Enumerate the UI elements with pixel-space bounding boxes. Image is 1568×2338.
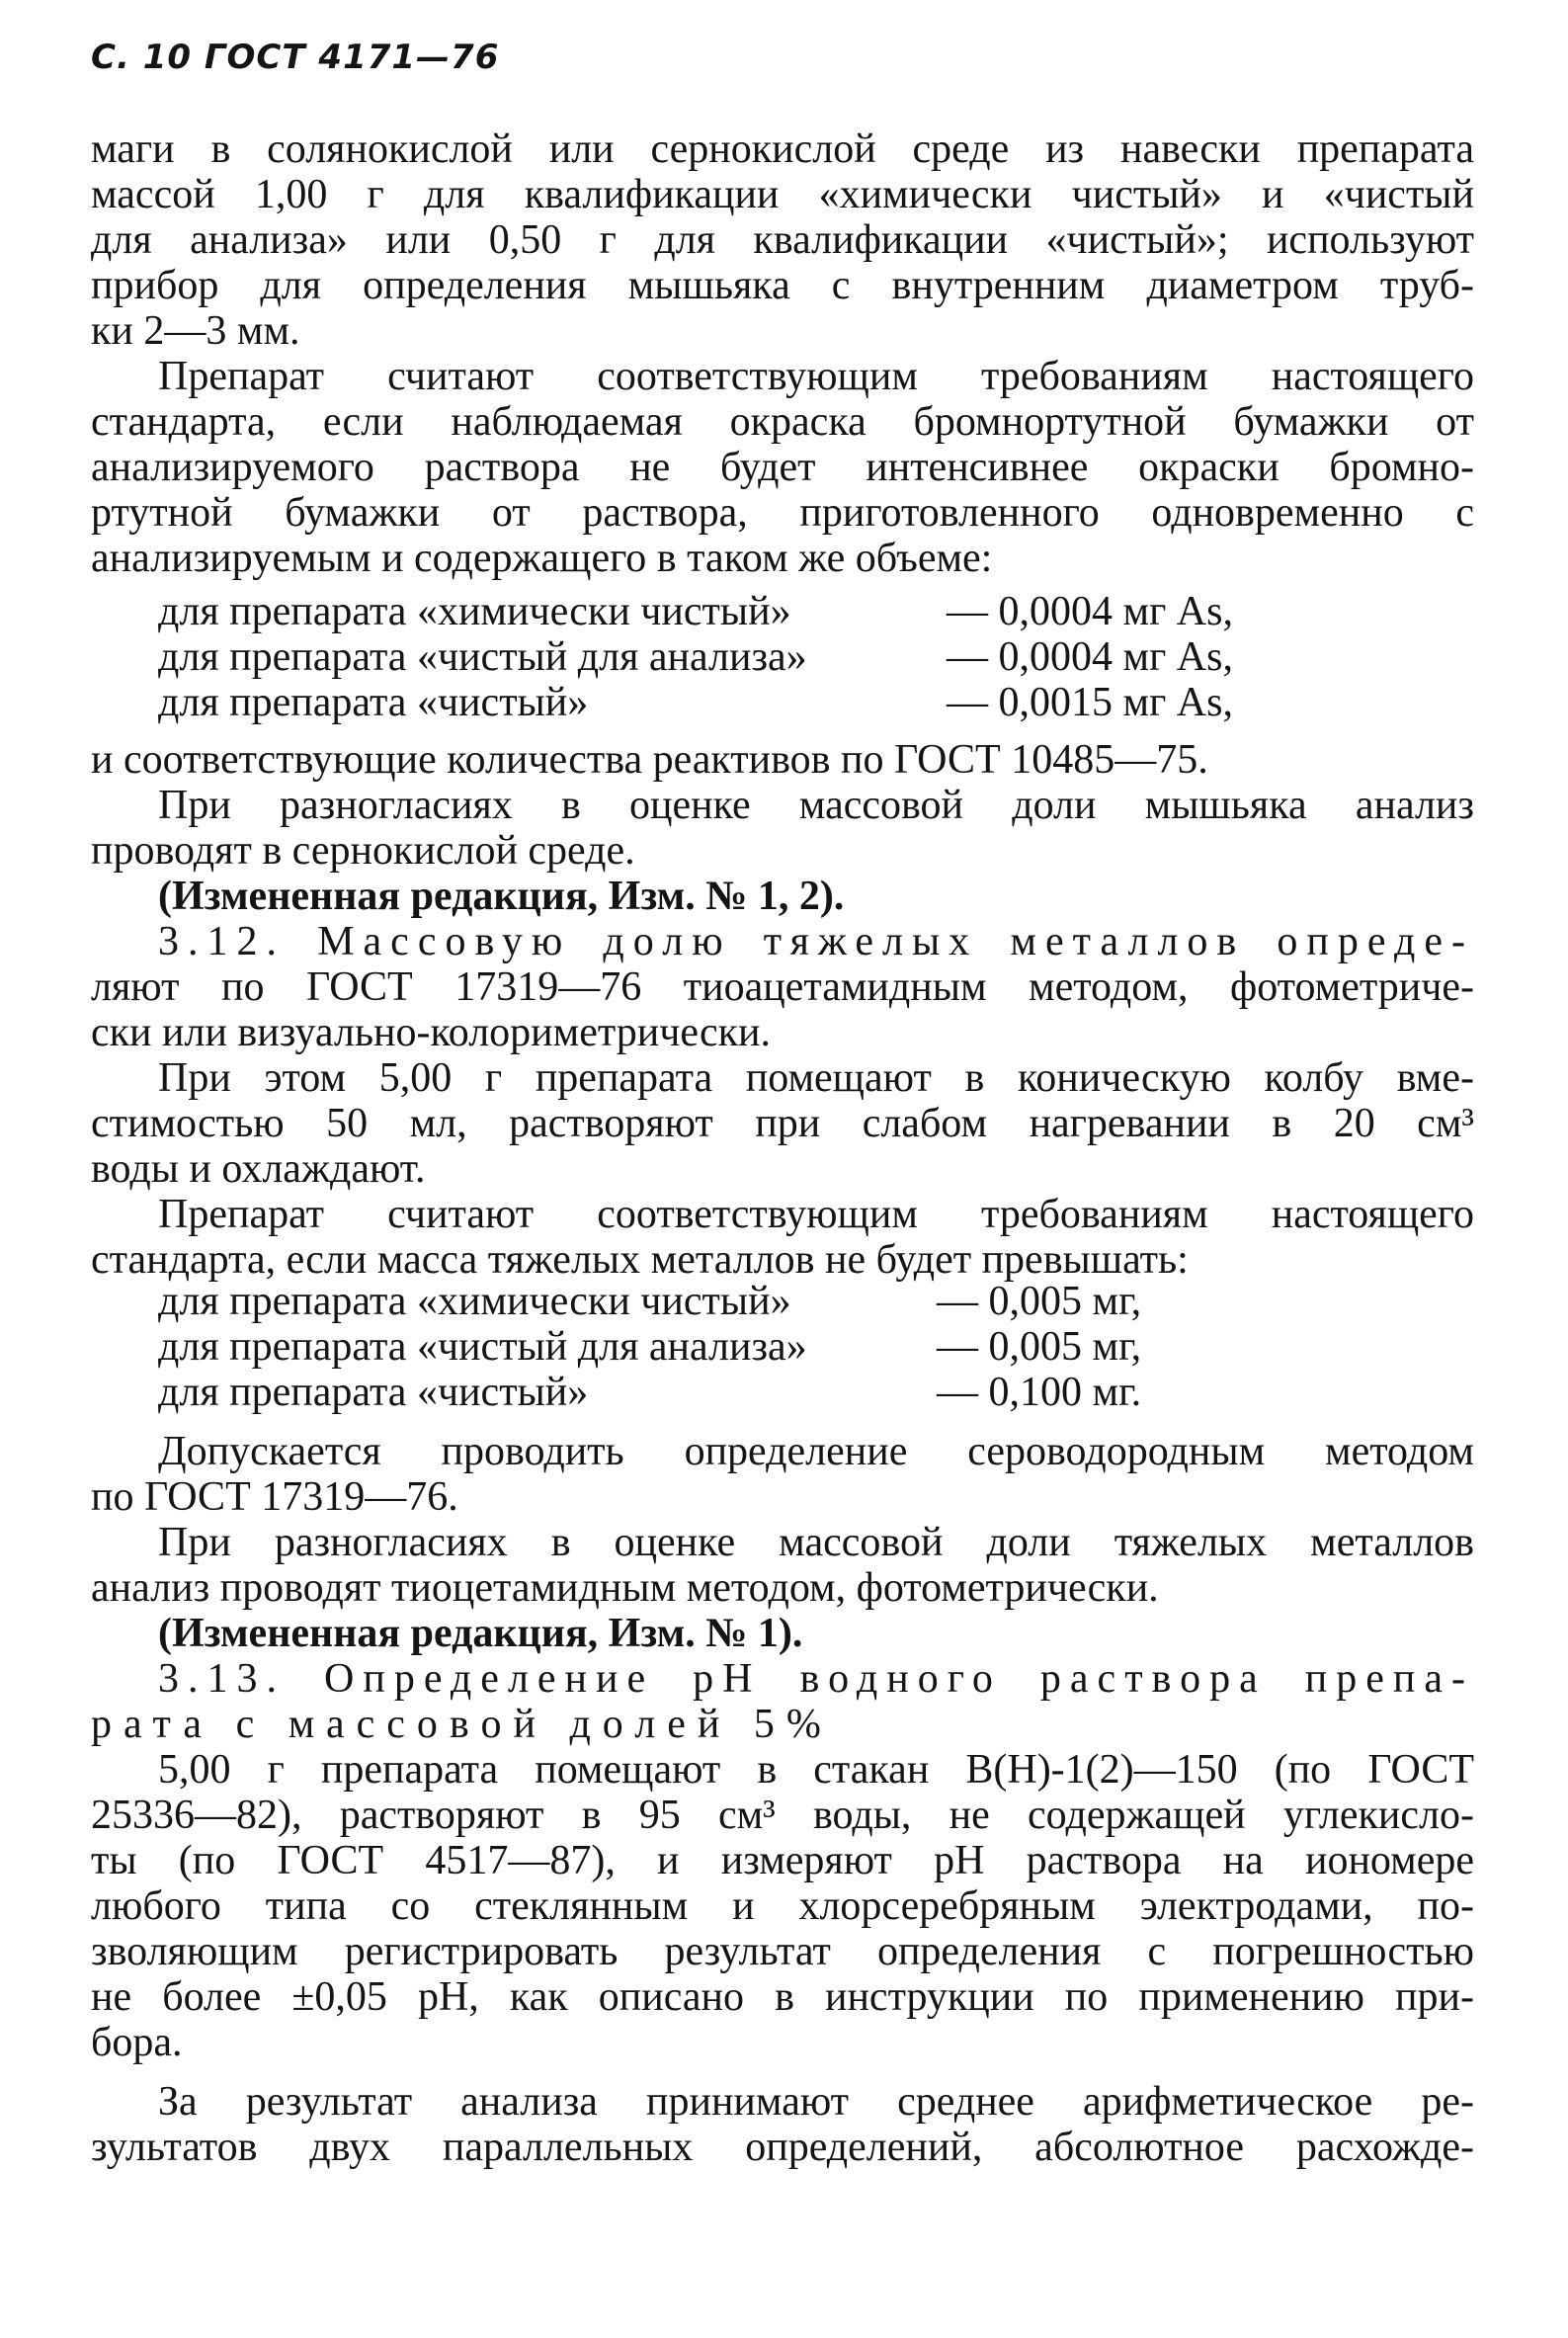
limit-value: — 0,0015 мг As, bbox=[947, 680, 1233, 725]
text-line: анализируемым и содержащего в таком же объеме: bbox=[91, 536, 993, 581]
text-line: стимостью 50 мл, растворяют при слабом нагревании в 20 см³ bbox=[91, 1101, 1474, 1146]
text-line: не более ±0,05 pH, как описано в инструкции по применению при- bbox=[91, 1974, 1474, 2020]
limit-label: для препарата «химически чистый» bbox=[158, 589, 791, 634]
text-line: При этом 5,00 г препарата помещают в коническую колбу вме- bbox=[158, 1055, 1474, 1101]
text-line: зультатов двух параллельных определений, абсолютное расхожде- bbox=[91, 2125, 1474, 2170]
text-line: стандарта, если наблюдаемая окраска бромнортутной бумажки от bbox=[91, 399, 1474, 445]
text-line: бора. bbox=[91, 2020, 183, 2065]
limit-value: — 0,005 мг, bbox=[937, 1279, 1142, 1324]
text-line: и соответствующие количества реактивов по ГОСТ 10485—75. bbox=[91, 737, 1208, 783]
limit-label: для препарата «чистый для анализа» bbox=[158, 1324, 807, 1370]
text-line: При разногласиях в оценке массовой доли мышьяка анализ bbox=[158, 783, 1474, 828]
limit-label: для препарата «химически чистый» bbox=[158, 1279, 791, 1324]
text-line: 25336—82), растворяют в 95 см³ воды, не содержащей углекисло- bbox=[91, 1793, 1474, 1838]
text-line: по ГОСТ 17319—76. bbox=[91, 1474, 458, 1520]
text-line: для анализа» или 0,50 г для квалификации «чистый»; используют bbox=[91, 217, 1474, 263]
text-line: ски или визуально-колориметрически. bbox=[91, 1010, 772, 1055]
section-heading: рата с массовой долей 5% bbox=[91, 1702, 833, 1747]
text-line: 5,00 г препарата помещают в стакан В(Н)-1(2)—150 (по ГОСТ bbox=[158, 1747, 1474, 1793]
text-line: маги в солянокислой или сернокислой среде из навески препарата bbox=[91, 126, 1474, 172]
limit-value: — 0,100 мг. bbox=[937, 1370, 1142, 1415]
limit-label: для препарата «чистый» bbox=[158, 680, 589, 725]
text-line: Допускается проводить определение сероводородным методом bbox=[158, 1429, 1474, 1474]
limit-label: для препарата «чистый для анализа» bbox=[158, 634, 807, 680]
limit-value: — 0,0004 мг As, bbox=[947, 634, 1233, 680]
text-line: зволяющим регистрировать результат определения с погрешностью bbox=[91, 1929, 1474, 1974]
text-line: ртутной бумажки от раствора, приготовленного одновременно с bbox=[91, 490, 1474, 536]
text-line: При разногласиях в оценке массовой доли тяжелых металлов bbox=[158, 1520, 1474, 1565]
text-line: воды и охлаждают. bbox=[91, 1146, 426, 1192]
text-line: прибор для определения мышьяка с внутренним диаметром труб- bbox=[91, 263, 1474, 308]
section-heading: 3.12. Массовую долю тяжелых металлов опреде- bbox=[158, 919, 1474, 964]
page-header: С. 10 ГОСТ 4171—76 bbox=[91, 38, 500, 77]
text-line: анализ проводят тиоцетамидным методом, фотометрически. bbox=[91, 1565, 1159, 1611]
text-line: анализируемого раствора не будет интенсивнее окраски бромно- bbox=[91, 445, 1474, 490]
revision-note: (Измененная редакция, Изм. № 1). bbox=[158, 1611, 803, 1656]
text-line: массой 1,00 г для квалификации «химически чистый» и «чистый bbox=[91, 172, 1474, 217]
text-line: ляют по ГОСТ 17319—76 тиоацетамидным методом, фотометриче- bbox=[91, 964, 1474, 1010]
text-line: Препарат считают соответствующим требованиям настоящего bbox=[158, 354, 1474, 399]
section-heading: 3.13. Определение pH водного раствора препа- bbox=[158, 1656, 1474, 1702]
text-line: ки 2—3 мм. bbox=[91, 308, 300, 354]
text-line: проводят в сернокислой среде. bbox=[91, 828, 635, 874]
limit-value: — 0,0004 мг As, bbox=[947, 589, 1233, 634]
limit-label: для препарата «чистый» bbox=[158, 1370, 589, 1415]
text-line: стандарта, если масса тяжелых металлов не будет превышать: bbox=[91, 1237, 1189, 1283]
text-line: За результат анализа принимают среднее арифметическое ре- bbox=[158, 2079, 1474, 2125]
text-line: ты (по ГОСТ 4517—87), и измеряют pH раствора на иономере bbox=[91, 1838, 1474, 1883]
text-line: Препарат считают соответствующим требованиям настоящего bbox=[158, 1192, 1474, 1237]
text-line: любого типа со стеклянным и хлорсеребряным электродами, по- bbox=[91, 1883, 1474, 1929]
limit-value: — 0,005 мг, bbox=[937, 1324, 1142, 1370]
revision-note: (Измененная редакция, Изм. № 1, 2). bbox=[158, 874, 845, 919]
